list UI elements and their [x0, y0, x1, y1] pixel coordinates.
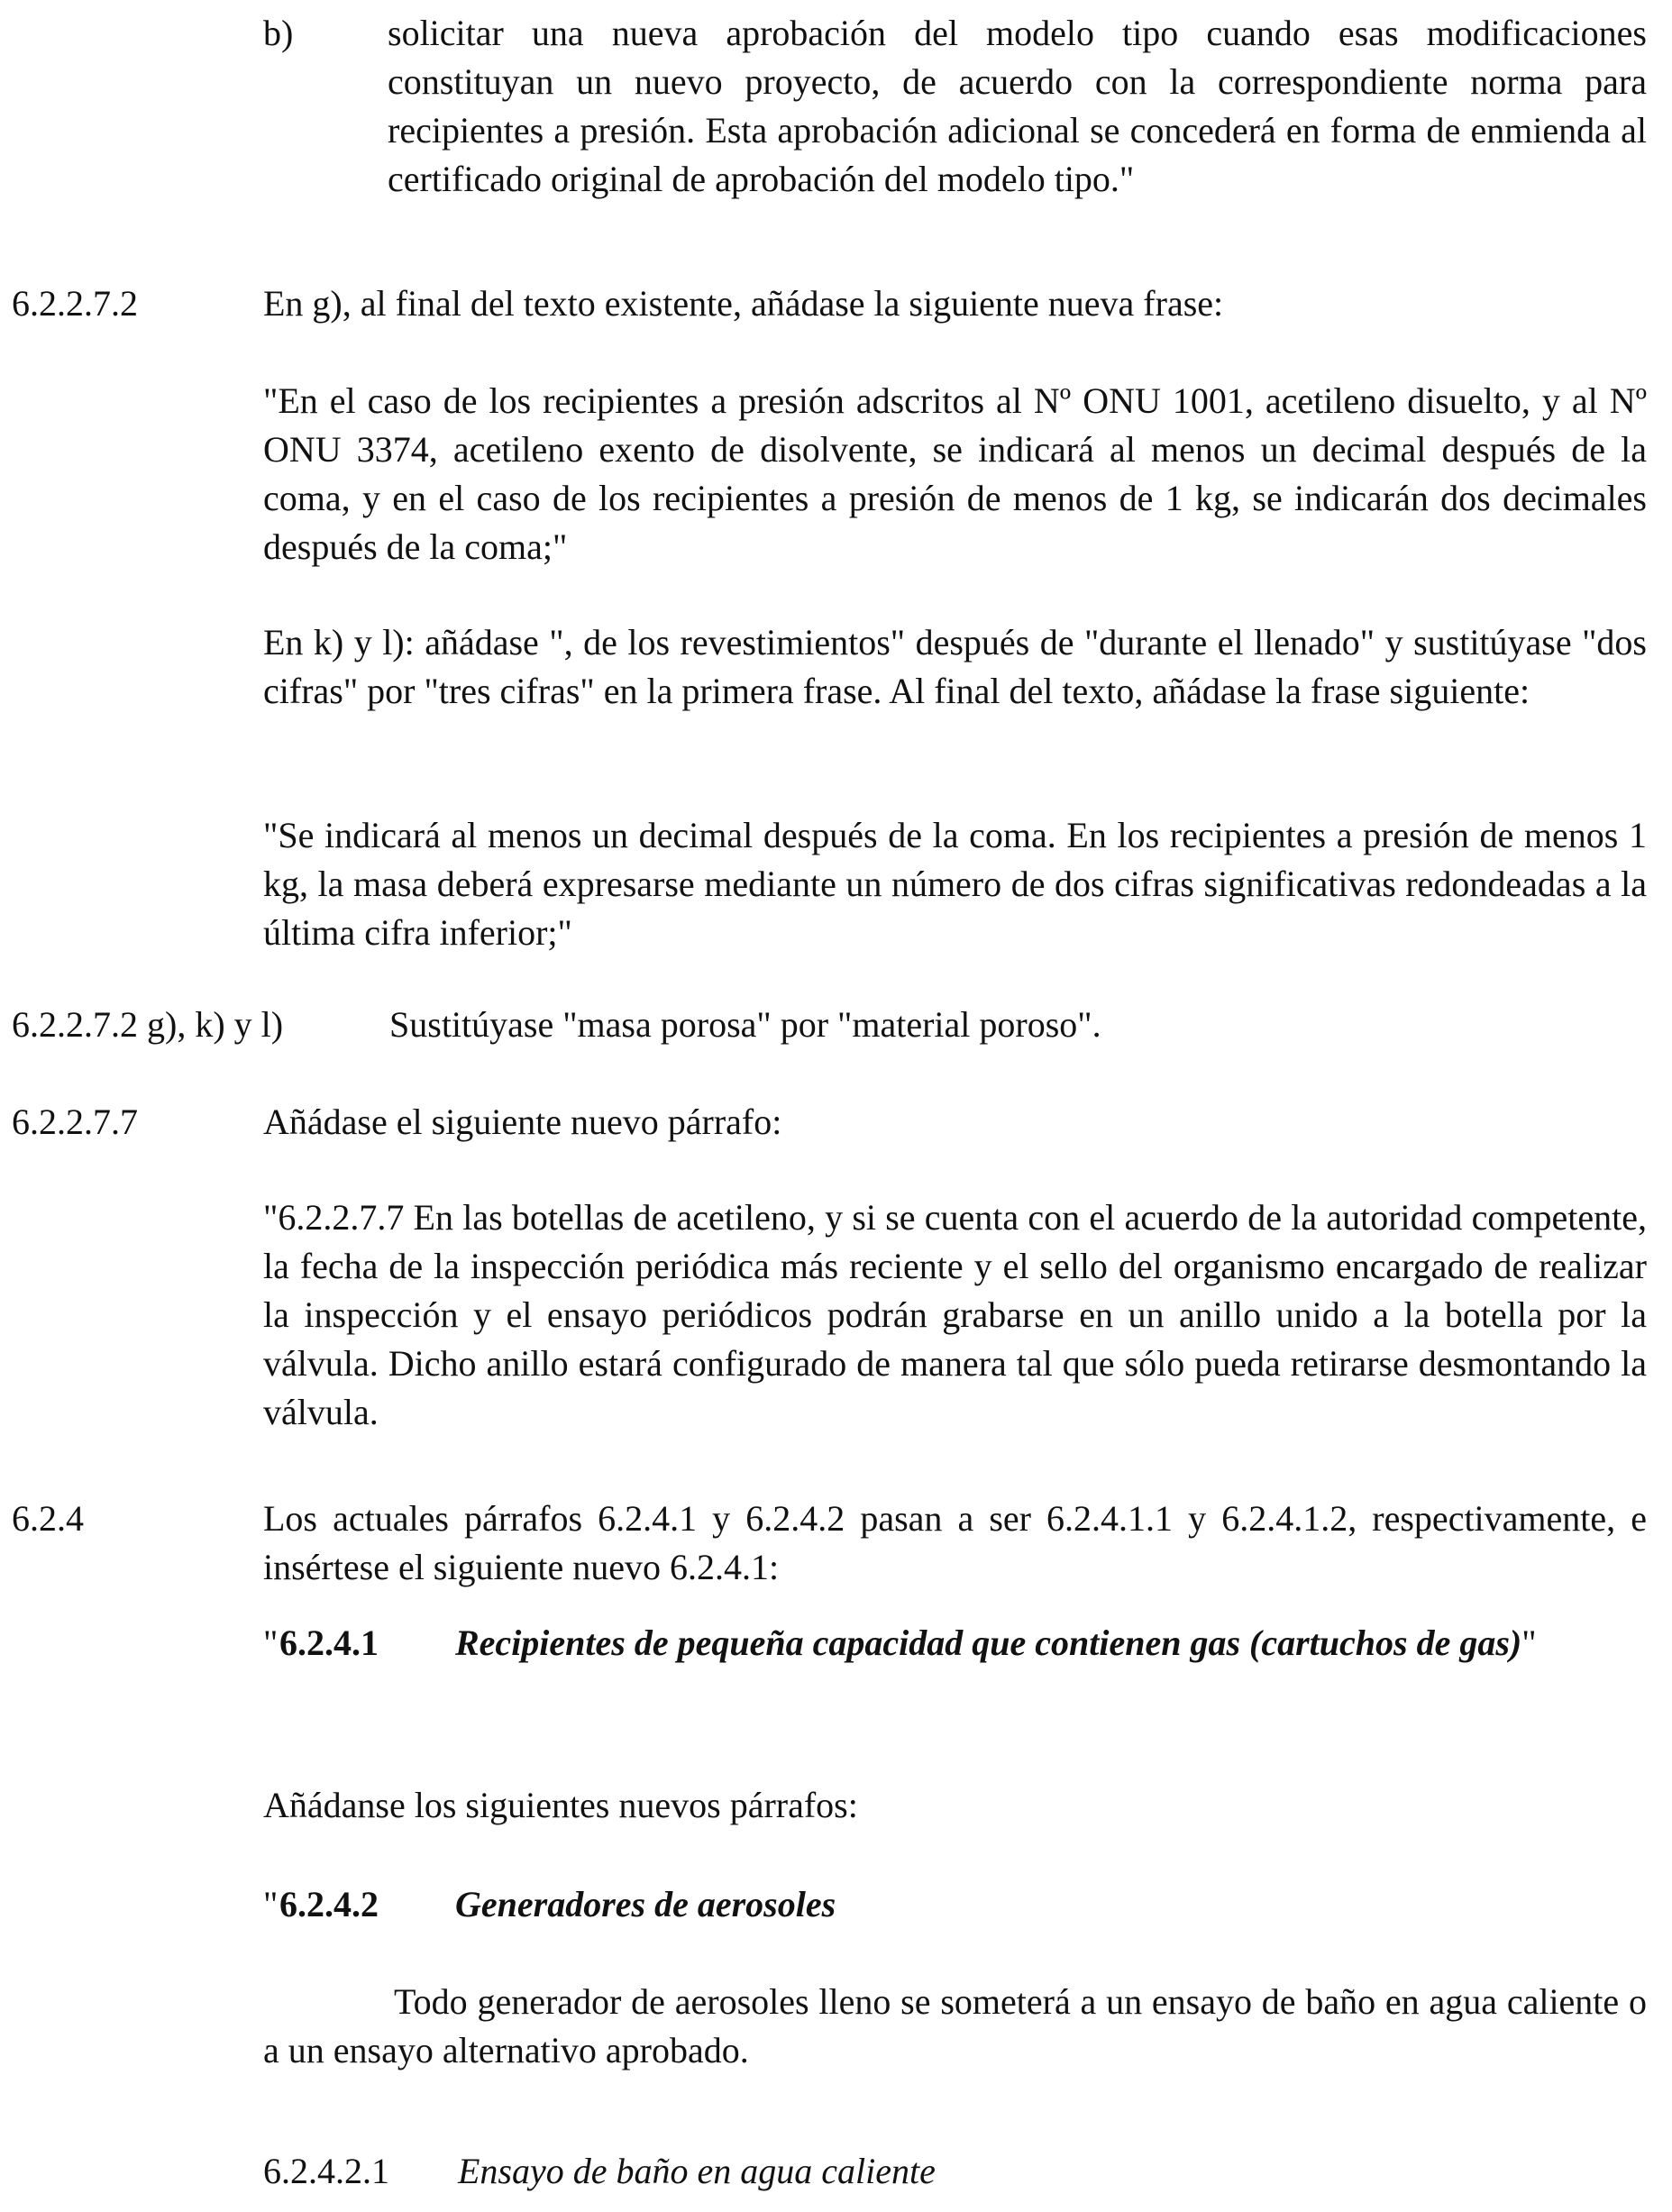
heading-6-2-4-1-open-quote: " — [263, 1622, 279, 1663]
heading-6-2-4-2-title: Generadores de aerosoles — [455, 1884, 836, 1924]
section-number-6-2-4: 6.2.4 — [12, 1498, 84, 1539]
section-6-2-2-7-2-intro: En g), al final del texto existente, añádase la siguiente nueva frase: — [263, 283, 1224, 324]
aerosol-test-paragraph: Todo generador de aerosoles lleno se someterá a un ensayo de baño en agua caliente o a un ensayo alternativo aprobado. — [263, 1981, 1647, 2070]
heading-6-2-4-1-number: 6.2.4.1 — [279, 1622, 379, 1663]
heading-6-2-4-1-close-quote: " — [1521, 1622, 1537, 1663]
section-number-6-2-2-7-2: 6.2.2.7.2 — [12, 283, 138, 324]
quote-kl-paragraph: "Se indicará al menos un decimal después de la coma. En los recipientes a presión de menos 1 kg, la masa deberá expresarse mediante un número de dos cifras significativas redondeadas a la última cifra inferior;" — [263, 815, 1647, 953]
heading-6-2-4-2-number: 6.2.4.2 — [279, 1884, 379, 1924]
quote-g-paragraph: "En el caso de los recipientes a presión adscritos al Nº ONU 1001, acetileno disuelto, y al Nº ONU 3374, acetileno exento de disolvente, se indicará al menos un decimal después de la coma, y en el caso de los recipientes a presión de menos de 1 kg, se indicarán dos decimales después de la coma;" — [263, 380, 1647, 567]
section-6-2-2-7-2-gkl-text: Sustitúyase "masa porosa" por "material poroso". — [389, 1004, 1101, 1045]
section-number-6-2-2-7-7: 6.2.2.7.7 — [12, 1101, 138, 1142]
heading-6-2-4-2-open-quote: " — [263, 1884, 279, 1924]
section-6-2-2-7-7-quote: "6.2.2.7.7 En las botellas de acetileno, y si se cuenta con el acuerdo de la autoridad competente, la fecha de la inspección periódica más reciente y el sello del organismo encargado de realizar la inspección y el ensayo periódicos podrán grabarse en un anillo unido a la botella por la válvula. Dicho anillo estará configurado de manera tal que sólo pueda retirarse desmontando la válvula. — [263, 1197, 1647, 1432]
section-6-2-4-intro: Los actuales párrafos 6.2.4.1 y 6.2.4.2 pasan a ser 6.2.4.1.1 y 6.2.4.1.2, respectivamente, e insértese el siguiente nuevo 6.2.4.1: — [263, 1498, 1647, 1587]
heading-6-2-4-1-title-text: Recipientes de pequeña capacidad que contienen gas (cartuchos de gas) — [455, 1622, 1522, 1663]
item-b-label: b) — [263, 13, 294, 53]
section-6-2-2-7-7-intro: Añádase el siguiente nuevo párrafo: — [263, 1101, 782, 1142]
item-b-text: solicitar una nueva aprobación del modelo tipo cuando esas modificaciones constituyan un nuevo proyecto, de acuerdo con la correspondiente norma para recipientes a presión. Esta aprobación adicional se concederá en forma de enmienda al certificado original de aprobación del modelo tipo." — [388, 13, 1647, 199]
add-paragraphs-line: Añádanse los siguientes nuevos párrafos: — [263, 1785, 858, 1825]
heading-6-2-4-2-1-title: Ensayo de baño en agua caliente — [458, 2151, 936, 2191]
kl-instruction-paragraph: En k) y l): añádase ", de los revestimientos" después de "durante el llenado" y sustitúyase "dos cifras" por "tres cifras" en la primera frase. Al final del texto, añádase la frase siguiente: — [263, 622, 1647, 711]
heading-6-2-4-1-title — [455, 1619, 1647, 1668]
section-number-6-2-2-7-2-gkl: 6.2.2.7.2 g), k) y l) — [12, 1004, 284, 1045]
heading-6-2-4-2-1-number: 6.2.4.2.1 — [263, 2151, 389, 2191]
